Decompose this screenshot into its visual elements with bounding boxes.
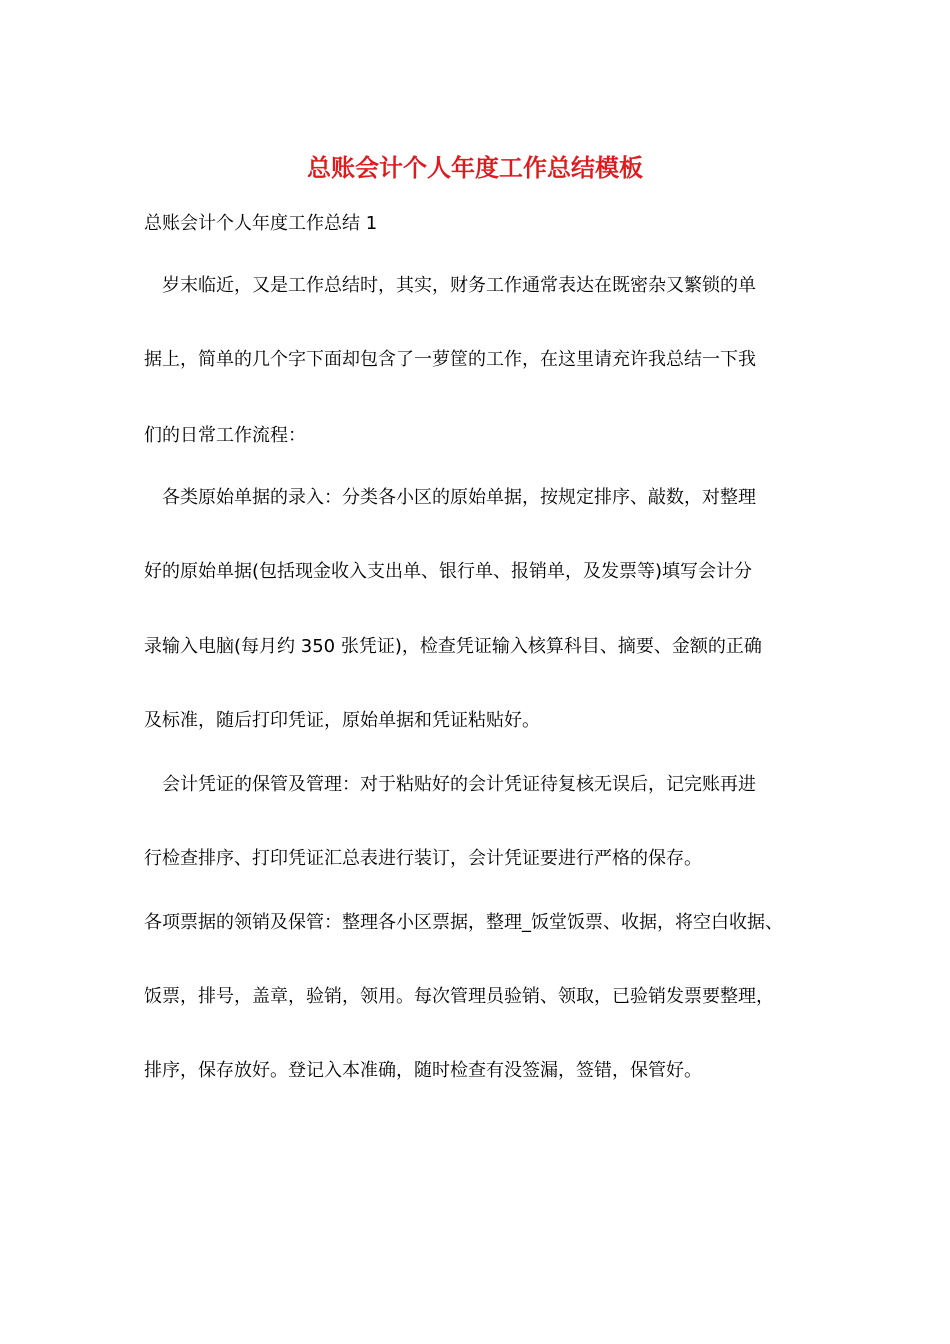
body-line: 饭票，排号，盖章，验销，领用。每次管理员验销、领取，已验销发票要整理， bbox=[144, 986, 774, 1007]
section-heading: 总账会计个人年度工作总结 1 bbox=[144, 213, 378, 234]
body-line: 及标准，随后打印凭证，原始单据和凭证粘贴好。 bbox=[144, 710, 540, 731]
body-line: 各类原始单据的录入：分类各小区的原始单据，按规定排序、敲数，对整理 bbox=[144, 487, 756, 508]
body-line: 各项票据的领销及保管：整理各小区票据，整理_饭堂饭票、收据，将空白收据、 bbox=[144, 912, 783, 933]
body-line: 行检查排序、打印凭证汇总表进行装订，会计凭证要进行严格的保存。 bbox=[144, 848, 702, 869]
body-line: 排序，保存放好。登记入本准确，随时检查有没签漏，签错，保管好。 bbox=[144, 1060, 702, 1081]
body-line: 据上，简单的几个字下面却包含了一萝筐的工作，在这里请充许我总结一下我 bbox=[144, 349, 756, 370]
body-line: 们的日常工作流程： bbox=[144, 425, 306, 446]
body-line: 好的原始单据(包括现金收入支出单、银行单、报销单，及发票等)填写会计分 bbox=[144, 561, 753, 582]
body-line: 岁末临近，又是工作总结时，其实，财务工作通常表达在既密杂又繁锁的单 bbox=[144, 275, 756, 296]
body-line: 会计凭证的保管及管理：对于粘贴好的会计凭证待复核无误后，记完账再进 bbox=[144, 774, 756, 795]
body-line: 录输入电脑(每月约 350 张凭证)，检查凭证输入核算科目、摘要、金额的正确 bbox=[144, 636, 762, 657]
document-title: 总账会计个人年度工作总结模板 bbox=[307, 153, 643, 182]
